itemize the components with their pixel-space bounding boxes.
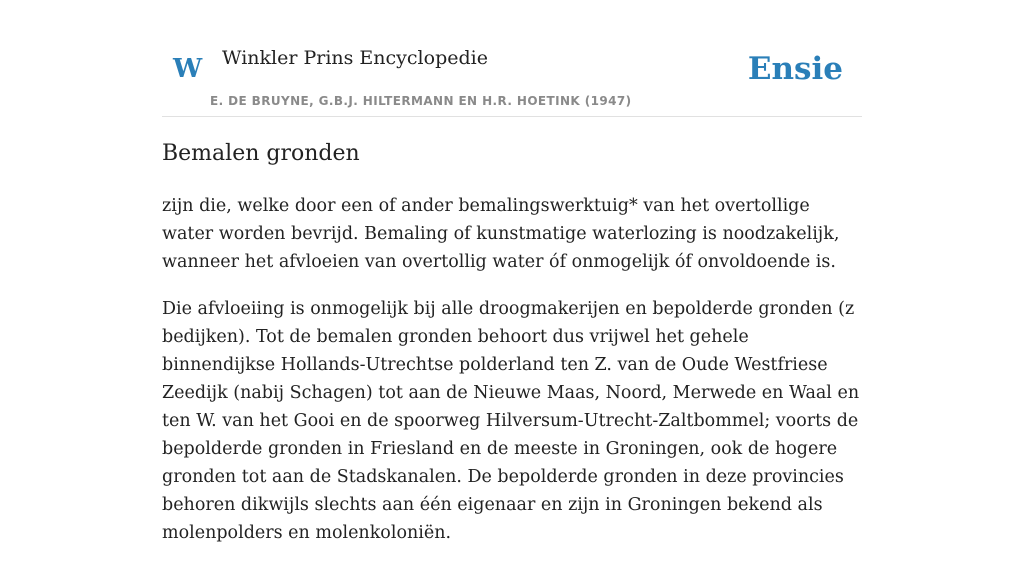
article-body — [162, 192, 862, 566]
article-paragraph: zijn die, welke door een of ander bemalingswerktuig* van het overtollige water worden bevrijd. Bemaling of kunstmatige waterlozing is noodzakelijk, wanneer het afvloeien van overtollig water óf onmogelijk óf onvoldoende is. — [162, 196, 840, 272]
winkler-prins-logo[interactable]: W — [173, 54, 203, 84]
article-page — [162, 0, 862, 543]
article-paragraph: Die afvloeiing is onmogelijk bij alle droogmakerijen en bepolderde gronden (z bedijken). Tot de bemalen gronden behoort dus vrijwel het gehele binnendijkse Hollands-Utrechtse polderland ten Z. van de Oude Westfriese Zeedijk (nabij Schagen) tot aan de Nieuwe Maas, Noord, Merwede en Waal en ten W. van het Gooi en de spoorweg Hilversum-Utrecht-Zaltbommel; voorts de bepolderde gronden in Friesland en de meeste in Groningen, ook de hogere gronden tot aan de Stadskanalen. De bepolderde gronden in deze provincies behoren dikwijls slechts aan één eigenaar en zijn in Groningen bekend als molenpolders en molenkoloniën. — [162, 299, 860, 543]
encyclopedia-title[interactable]: Winkler Prins Encyclopedie — [222, 47, 488, 69]
site-header — [162, 0, 862, 117]
article-title: Bemalen gronden — [162, 141, 360, 166]
authors-line: E. DE BRUYNE, G.B.J. HILTERMANN EN H.R. HOETINK (1947) — [210, 94, 632, 108]
ensie-logo[interactable]: Ensie — [747, 51, 843, 87]
